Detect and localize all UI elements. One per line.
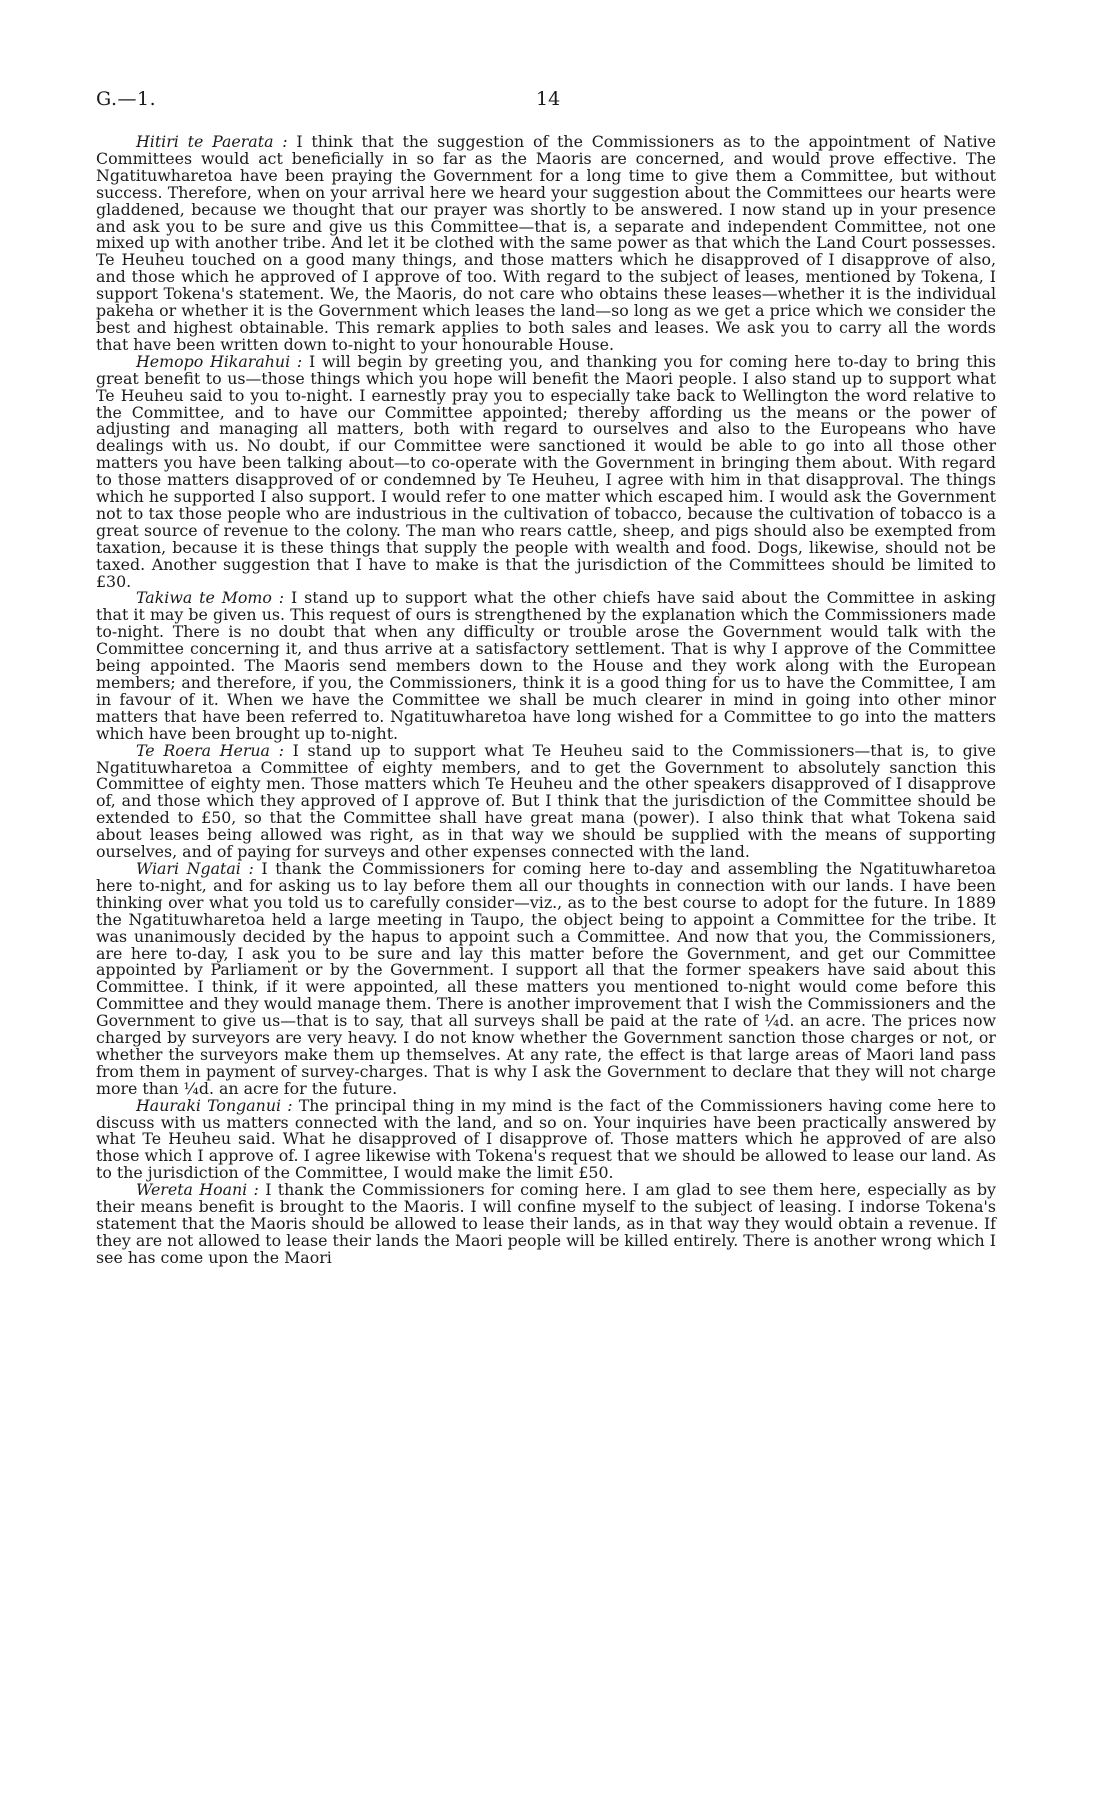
speech-paragraph (96, 134, 996, 354)
page-header (96, 88, 1026, 118)
speaker-name: Wiari Ngatai : (136, 858, 254, 878)
speech-paragraph (96, 351, 997, 591)
speech-text: I stand up to support what Te Heuheu said to the Commissioners—that is, to give Ngatituwharetoa a Committee of eighty members, and to get the Government to absolutely sanction this Committee of eighty men. Those matters which Te Heuheu and the other speakers disapproved of I disapprove of, and those which they approved of I approve of. But I think that the jurisdiction of the Committee should be extended to £50, so that the Committee shall have great mana (power). I also think that what Tokena said about leases being allowed was right, as in that way we should be supplied with the means of supporting ourselves, and of paying for surveys and other expenses connected with the land. (96, 740, 997, 862)
document-reference: G.—1. (96, 88, 157, 110)
speech-paragraph (96, 590, 996, 742)
speech-paragraph (96, 1095, 996, 1183)
speaker-name: Hauraki Tonganui : (136, 1095, 293, 1115)
speech-text: I thank the Commissioners for coming here. I am glad to see them here, especially as by their means benefit is brought to the Maoris. I will confine myself to the subject of leasing. I indorse Tokena's statement that the Maoris should be allowed to lease their lands, as in that way they would obtain a revenue. If they are not allowed to lease their lands the Maori people will be killed entirely. There is another wrong which I see has come upon the Maori (96, 1180, 996, 1267)
speaker-name: Wereta Hoani : (136, 1180, 259, 1200)
speech-text: The principal thing in my mind is the fact of the Commissioners having come here to discuss with us matters connected with the land, and so on. Your inquiries have been practically answered by what Te Heuheu said. What he disapproved of I disapprove of. Those matters which he approved of are also those which I approve of. I agree likewise with Tokena's request that we should be allowed to lease our land. As to the jurisdiction of the Committee, I would make the limit £50. (96, 1095, 996, 1183)
speech-paragraph (96, 740, 997, 862)
speaker-name: Takiwa te Momo : (136, 588, 285, 608)
speech-text: I stand up to support what the other chiefs have said about the Committee in asking that it may be given us. This request of ours is strengthened by the explanation which the Commissioners made to-night. There is no doubt that when any difficulty or trouble arose the Government would talk with the Committee concerning it, and thus arrive at a satisfactory settlement. That is why I approve of the Committee being appointed. The Maoris send members down to the House and they work along with the European members; and therefore, if you, the Commissioners, think it is a good thing for us to have the Committee, I am in favour of it. When we have the Committee we shall be much clearer in mind in going into other minor matters that have been referred to. Ngatituwharetoa have long wished for a Committee to go into the matters which have been brought up to-night. (96, 588, 996, 743)
speaker-name: Hemopo Hikarahui : (136, 351, 303, 371)
speech-text: I think that the suggestion of the Commissioners as to the appointment of Native Committees would act beneficially in so far as the Maoris are concerned, and would prove effective. The Ngatituwharetoa have been praying the Government for a long time to give them a Committee, but without success. Therefore, when on your arrival here we heard your suggestion about the Committees our hearts were gladdened, because we thought that our prayer was shortly to be answered. I now stand up in your presence and ask you to be sure and give us this Committee—that is, a separate and independent Committee, not one mixed up with another tribe. And let it be clothed with the same power as that which the Land Court possesses. Te Heuheu touched on a good many things, and those matters which he disapproved of I disapprove of also, and those which he approved of I approve of too. With regard to the subject of leases, mentioned by Tokena, I support Tokena's statement. We, the Maoris, do not care who obtains these leases—whether it is the individual pakeha or whether it is the Government which leases the land—so long as we get a price which we consider the best and highest obtainable. This remark applies to both sales and leases. We ask you to carry all the words that have been written down to-night to your honourable House. (96, 132, 996, 354)
speaker-name: Hitiri te Paerata : (136, 132, 288, 151)
speech-paragraph (96, 1182, 996, 1267)
speaker-name: Te Roera Herua : (136, 740, 284, 760)
speech-text: I thank the Commissioners for coming here to-day and assembling the Ngatituwharetoa here to-night, and for asking us to lay before them all our thoughts in connection with our lands. I have been thinking over what you told us to carefully consider—viz., as to the best course to adopt for the future. In 1889 the Ngatituwharetoa held a large meeting in Taupo, the object being to appoint a Committee for the tribe. It was unanimously decided by the hapus to appoint such a Committee. And now that you, the Commissioners, are here to-day, I ask you to be sure and lay this matter before the Government, and get our Committee appointed by Parliament or by the Government. I support all that the former speakers have said about this Committee. I think, if it were appointed, all these matters you mentioned to-night would come before this Committee and they would manage them. There is another improvement that I wish the Commissioners and the Government to give us—that is to say, that all surveys shall be paid at the rate of ¼d. an acre. The prices now charged by surveyors are very heavy. I do not know whether the Government sanction those charges or not, or whether the surveyors make them up themselves. At any rate, the effect is that large areas of Maori land pass from them in payment of survey-charges. That is why I ask the Government to declare that they will not charge more than ¼d. an acre for the future. (96, 858, 996, 1098)
page-number: 14 (536, 88, 561, 110)
body-text (96, 134, 996, 1267)
speech-text: I will begin by greeting you, and thanking you for coming here to-day to bring this great benefit to us—those things which you hope will benefit the Maori people. I also stand up to support what Te Heuheu said to you to-night. I earnestly pray you to especially take back to Wellington the word relative to the Committee, and to have our Committee appointed; thereby affording us the means or the power of adjusting and managing all matters, both with regard to ourselves and also to the Europeans who have dealings with us. No doubt, if our Committee were sanctioned it would be able to go into all those other matters you have been talking about—to co-operate with the Government in bringing them about. With regard to those matters disapproved of or condemned by Te Heuheu, I agree with him in that disapproval. The things which he supported I also support. I would refer to one matter which escaped him. I would ask the Government not to tax those people who are industrious in the cultivation of tobacco, because the cultivation of tobacco is a great source of revenue to the colony. The man who rears cattle, sheep, and pigs should also be exempted from taxation, because it is these things that supply the people with wealth and food. Dogs, likewise, should not be taxed. Another suggestion that I have to make is that the jurisdiction of the Committees should be limited to £30. (96, 351, 997, 591)
speech-paragraph (96, 858, 996, 1098)
